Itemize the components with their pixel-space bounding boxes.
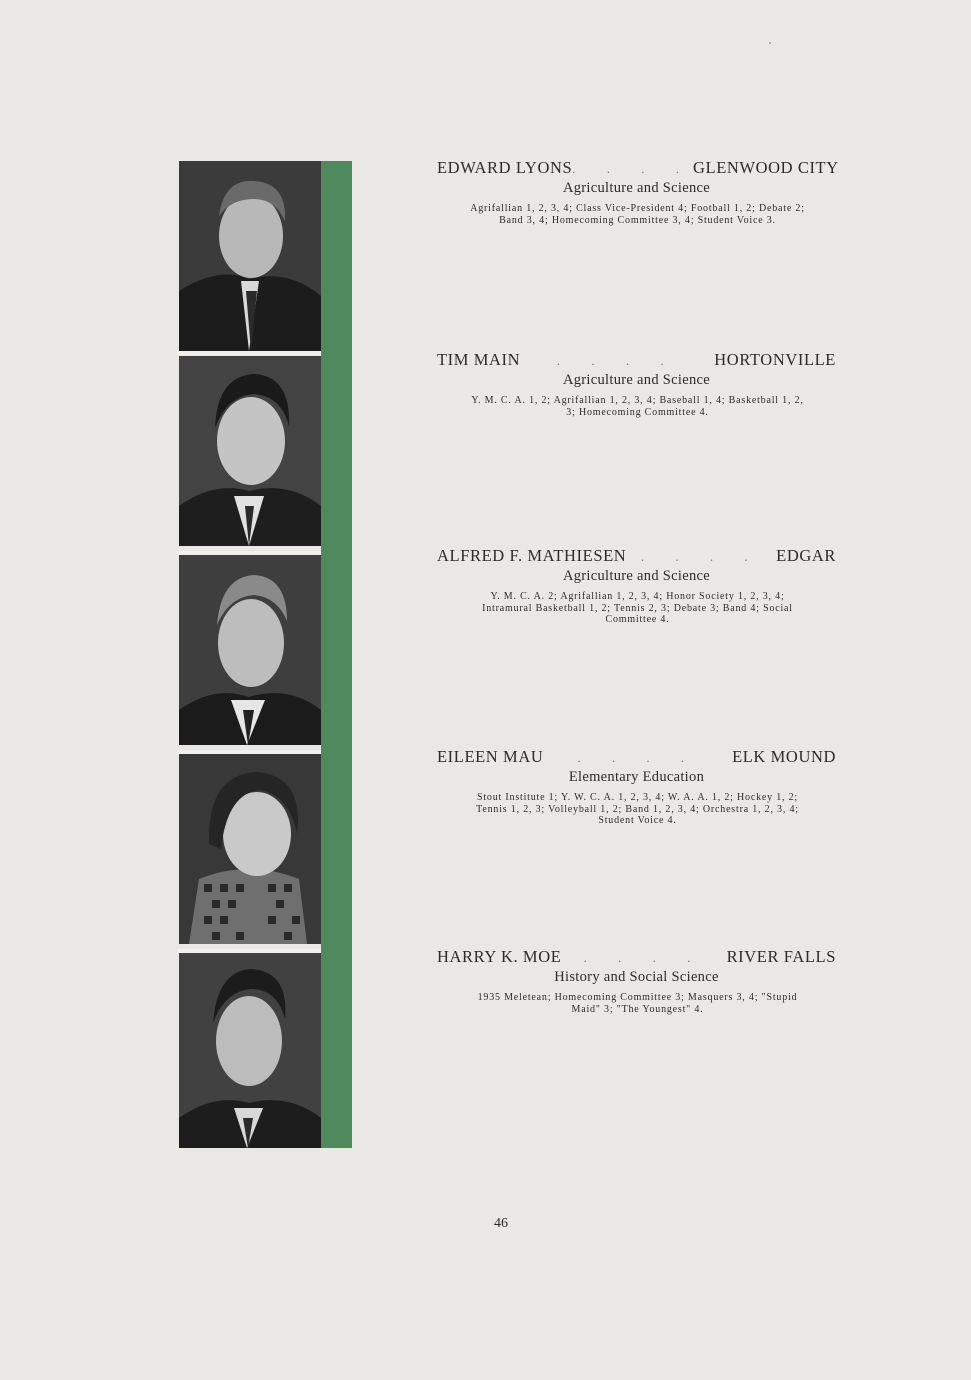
student-entry xyxy=(437,158,839,226)
entry-heading xyxy=(437,546,836,566)
activities-list: Agrifallian 1, 2, 3, 4; Class Vice-President 4; Football 1, 2; Debate 2; Band 3, 4; Homecoming Committee 3, 4; Student Voice 3. xyxy=(470,203,805,226)
course-of-study: Agriculture and Science xyxy=(562,180,710,196)
student-entry xyxy=(437,350,836,418)
page-number: 46 xyxy=(494,1216,508,1231)
leader-dots: . . . . xyxy=(640,549,762,564)
green-accent-bar xyxy=(321,161,352,1148)
activities-list: Y. M. C. A. 2; Agrifallian 1, 2, 3, 4; Honor Society 1, 2, 3, 4; Intramural Basketball 1, 2; Tennis 2, 3; Debate 3; Band 4; Social Committee 4. xyxy=(482,591,793,625)
leader-dots: . . . . xyxy=(556,353,678,368)
student-entry xyxy=(437,546,836,626)
course-of-study: History and Social Science xyxy=(554,969,719,985)
hometown: EDGAR xyxy=(776,546,836,565)
course-of-study: Agriculture and Science xyxy=(562,372,710,388)
hometown: GLENWOOD CITY xyxy=(693,158,839,177)
entry-heading xyxy=(437,350,836,370)
portrait-photo xyxy=(179,555,321,745)
student-entry xyxy=(437,947,836,1015)
portrait-photo xyxy=(179,356,321,546)
course-of-study: Agriculture and Science xyxy=(562,568,710,584)
portrait-photo xyxy=(179,161,321,351)
student-name: EILEEN MAU xyxy=(437,747,544,766)
hometown: RIVER FALLS xyxy=(726,947,836,966)
leader-dots: . . . . xyxy=(583,950,705,965)
student-name: EDWARD LYONS xyxy=(437,158,573,177)
portrait-photo xyxy=(179,754,321,944)
entry-heading xyxy=(437,947,836,967)
paper-speck xyxy=(769,42,771,44)
entry-heading xyxy=(437,747,836,767)
entry-heading xyxy=(437,158,839,178)
student-name: HARRY K. MOE xyxy=(437,947,562,966)
leader-dots: . . . . xyxy=(577,750,699,765)
hometown: ELK MOUND xyxy=(732,747,836,766)
portrait-strip xyxy=(177,161,352,1148)
student-entry xyxy=(437,747,836,827)
activities-list: Stout Institute 1; Y. W. C. A. 1, 2, 3, 4; W. A. A. 1, 2; Hockey 1, 2; Tennis 1, 2, 3; Volleyball 1, 2; Band 1, 2, 3, 4; Orchestra 1, 2, 3, 4; Student Voice 4. xyxy=(476,792,799,826)
hometown: HORTONVILLE xyxy=(714,350,836,369)
activities-list: 1935 Meletean; Homecoming Committee 3; Masquers 3, 4; "Stupid Maid" 3; "The Youngest" 4. xyxy=(477,992,798,1015)
student-name: ALFRED F. MATHIESEN xyxy=(437,546,627,565)
student-name: TIM MAIN xyxy=(437,350,521,369)
photo-divider xyxy=(177,351,321,355)
activities-list: Y. M. C. A. 1, 2; Agrifallian 1, 2, 3, 4; Baseball 1, 4; Basketball 1, 2, 3; Homecoming Committee 4. xyxy=(471,395,804,418)
course-of-study: Elementary Education xyxy=(568,769,705,785)
portrait-photo xyxy=(179,953,321,1148)
leader-dots: . . . . xyxy=(572,161,694,176)
